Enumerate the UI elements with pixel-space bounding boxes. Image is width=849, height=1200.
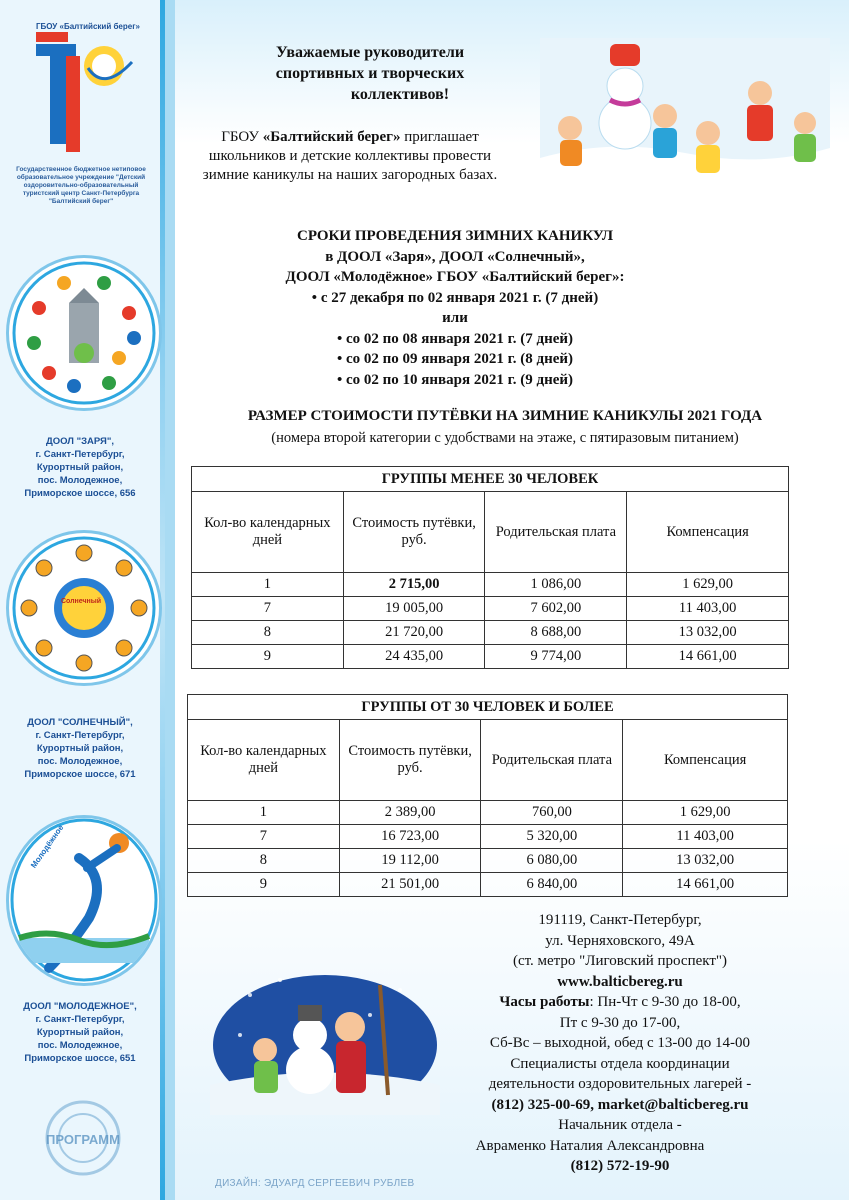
intro: [170, 128, 530, 185]
camp-solnechny-address: [6, 716, 154, 781]
cell-compensation: 14 661,00: [627, 645, 789, 669]
dept-line: Специалисты отдела координации: [510, 1055, 730, 1072]
logo-caption: ГБОУ «Балтийский берег»: [35, 22, 140, 31]
sidebar: [0, 0, 165, 1200]
cell-days: 8: [188, 849, 340, 873]
col-header-parent-fee: Родительская плата: [485, 492, 627, 573]
cell-days: 8: [192, 621, 344, 645]
address-line: Курортный район,: [36, 462, 124, 473]
address-line: 191119, Санкт-Петербург,: [538, 912, 702, 928]
address-line: ДООЛ "ЗАРЯ",: [45, 436, 114, 447]
address-line: пос. Молодежное,: [37, 475, 123, 486]
cell-parent-fee: 1 086,00: [485, 573, 627, 597]
camp-molodezhnoe-emblem: [6, 815, 162, 986]
address-line: ДООЛ "МОЛОДЕЖНОЕ",: [23, 1001, 137, 1012]
hours-label: Часы работы: [499, 994, 590, 1010]
cell-compensation: 13 032,00: [623, 849, 788, 873]
address-line: г. Санкт-Петербург,: [35, 449, 125, 460]
dept-line: деятельности оздоровительных лагерей -: [488, 1076, 752, 1092]
col-header-cost: Стоимость путёвки, руб.: [343, 492, 485, 573]
address-line: г. Санкт-Петербург,: [35, 1014, 125, 1025]
cell-days: 9: [188, 873, 340, 897]
camp-zarya-address: [6, 435, 154, 500]
col-header-days: Кол-во календарных дней: [192, 492, 344, 573]
org-full-name: Государственное бюджетное нетиповое образовательное учреждение "Детский оздоровительно-образовательный туристский центр Санкт-Петербурга "Балтийский берег": [16, 166, 146, 205]
intro-org: «Балтийский берег»: [262, 129, 401, 145]
phone-email[interactable]: (812) 325-00-69, market@balticbereg.ru: [491, 1096, 749, 1113]
intro-line: школьников и детские коллективы провести: [208, 148, 492, 164]
cell-days: 1: [192, 573, 344, 597]
camp-zarya-emblem: [6, 255, 162, 411]
cell-parent-fee: 8 688,00: [485, 621, 627, 645]
address-line: ДООЛ "СОЛНЕЧНЫЙ",: [27, 717, 133, 728]
cell-parent-fee: 5 320,00: [481, 825, 623, 849]
option-text: с 27 декабря по 02 января 2021 г. (7 дней): [320, 289, 599, 306]
schedule-section: [230, 226, 680, 390]
hours-text: : Пн-Чт с 9-30 до 18-00,: [589, 994, 741, 1010]
cell-cost: 19 005,00: [343, 597, 485, 621]
col-header-days: Кол-во календарных дней: [188, 720, 340, 801]
hours-line: Пт с 9-30 до 17-00,: [559, 1014, 681, 1031]
org-logo: [28, 22, 148, 152]
cell-compensation: 1 629,00: [623, 801, 788, 825]
cell-cost: 19 112,00: [339, 849, 481, 873]
schedule-option: • со 02 по 08 января 2021 г. (7 дней): [336, 330, 574, 347]
program-label: ПРОГРАММ: [46, 1132, 120, 1147]
schedule-line: ДООЛ «Молодёжное» ГБОУ «Балтийский берег»:: [285, 269, 625, 285]
cell-days: 7: [188, 825, 340, 849]
table-row: [192, 645, 789, 669]
cell-compensation: 13 032,00: [627, 621, 789, 645]
address-line: пос. Молодежное,: [37, 1040, 123, 1051]
price-table-large-groups: [187, 694, 788, 897]
intro-line: [170, 128, 530, 147]
cell-parent-fee: 760,00: [481, 801, 623, 825]
contacts: [440, 910, 800, 1177]
cell-cost: 2 715,00: [343, 573, 485, 597]
cell-compensation: 11 403,00: [623, 825, 788, 849]
table-row: [188, 873, 788, 897]
cell-cost: 2 389,00: [339, 801, 481, 825]
cell-parent-fee: 6 080,00: [481, 849, 623, 873]
schedule-option: • со 02 по 10 января 2021 г. (9 дней): [336, 371, 574, 388]
cell-days: 7: [192, 597, 344, 621]
head-name: Авраменко Наталия Александровна: [475, 1137, 705, 1154]
schedule-option: • с 27 декабря по 02 января 2021 г. (7 дней): [311, 289, 599, 306]
cell-days: 9: [192, 645, 344, 669]
head-label: Начальник отдела -: [558, 1117, 682, 1133]
price-table-small-groups: [191, 466, 789, 669]
table-row: [192, 621, 789, 645]
snowman-illustration: [210, 965, 440, 1115]
cell-parent-fee: 9 774,00: [485, 645, 627, 669]
address-line: Курортный район,: [36, 743, 124, 754]
cell-parent-fee: 7 602,00: [485, 597, 627, 621]
address-line: Приморское шоссе, 671: [24, 769, 136, 780]
schedule-line: в ДООЛ «Заря», ДООЛ «Солнечный»,: [325, 248, 585, 265]
col-header-parent-fee: Родительская плата: [481, 720, 623, 801]
schedule-or: или: [442, 310, 468, 326]
col-header-compensation: Компенсация: [623, 720, 788, 801]
col-header-compensation: Компенсация: [627, 492, 789, 573]
table-title: ГРУППЫ ОТ 30 ЧЕЛОВЕК И БОЛЕЕ: [188, 695, 788, 720]
greeting-line: коллективов!: [350, 86, 450, 103]
website-link[interactable]: www.balticbereg.ru: [557, 973, 683, 990]
camp-solnechny-emblem: [6, 530, 162, 686]
camp-molodezhnoe-address: [6, 1000, 154, 1065]
table-row: [188, 825, 788, 849]
schedule-option: • со 02 по 09 января 2021 г. (8 дней): [336, 351, 574, 367]
intro-prefix: ГБОУ: [221, 129, 263, 145]
table-title: ГРУППЫ МЕНЕЕ 30 ЧЕЛОВЕК: [192, 467, 789, 492]
address-line: пос. Молодежное,: [37, 756, 123, 767]
design-credit: ДИЗАЙН: ЭДУАРД СЕРГЕЕВИЧ РУБЛЕВ: [215, 1178, 415, 1189]
price-subtitle: (номера второй категории с удобствами на этаже, с пятиразовым питанием): [271, 430, 739, 446]
table-row: [188, 849, 788, 873]
option-text: со 02 по 10 января 2021 г. (9 дней): [346, 371, 574, 388]
address-line: Приморское шоссе, 651: [24, 1053, 136, 1064]
cell-cost: 21 501,00: [339, 873, 481, 897]
option-text: со 02 по 08 января 2021 г. (7 дней): [346, 330, 574, 347]
winter-kids-illustration: [540, 38, 830, 188]
cell-days: 1: [188, 801, 340, 825]
address-line: Курортный район,: [36, 1027, 124, 1038]
camp-molodezhnoe-badge: Молодёжное: [29, 823, 66, 870]
head-phone[interactable]: (812) 572-19-90: [570, 1158, 670, 1174]
intro-suffix: приглашает: [400, 129, 479, 145]
greeting-line: спортивных и творческих: [275, 65, 465, 82]
table-row: [188, 801, 788, 825]
hours-line: [440, 992, 800, 1013]
camp-solnechny-badge: Солнечный: [60, 598, 102, 605]
address-line: ул. Черняховского, 49А: [545, 932, 695, 949]
cell-parent-fee: 6 840,00: [481, 873, 623, 897]
cell-cost: 21 720,00: [343, 621, 485, 645]
cell-cost: 16 723,00: [339, 825, 481, 849]
cell-cost: 24 435,00: [343, 645, 485, 669]
hours-line: Сб-Вс – выходной, обед с 13-00 до 14-00: [489, 1035, 751, 1051]
price-title: РАЗМЕР СТОИМОСТИ ПУТЁВКИ НА ЗИМНИЕ КАНИКУЛЫ 2021 ГОДА: [247, 408, 763, 424]
cell-compensation: 14 661,00: [623, 873, 788, 897]
cell-compensation: 11 403,00: [627, 597, 789, 621]
greeting-line: Уважаемые руководители: [275, 44, 465, 61]
intro-line: зимние каникулы на наших загородных базах.: [202, 167, 498, 183]
address-line: г. Санкт-Петербург,: [35, 730, 125, 741]
greeting: [230, 42, 510, 105]
address-line: (ст. метро "Лиговский проспект"): [512, 953, 728, 969]
address-line: Приморское шоссе, 656: [24, 488, 136, 499]
col-header-cost: Стоимость путёвки, руб.: [339, 720, 481, 801]
schedule-title: СРОКИ ПРОВЕДЕНИЯ ЗИМНИХ КАНИКУЛ: [296, 228, 614, 244]
table-row: [192, 573, 789, 597]
option-text: со 02 по 09 января 2021 г. (8 дней): [346, 351, 574, 367]
table-row: [192, 597, 789, 621]
cell-compensation: 1 629,00: [627, 573, 789, 597]
